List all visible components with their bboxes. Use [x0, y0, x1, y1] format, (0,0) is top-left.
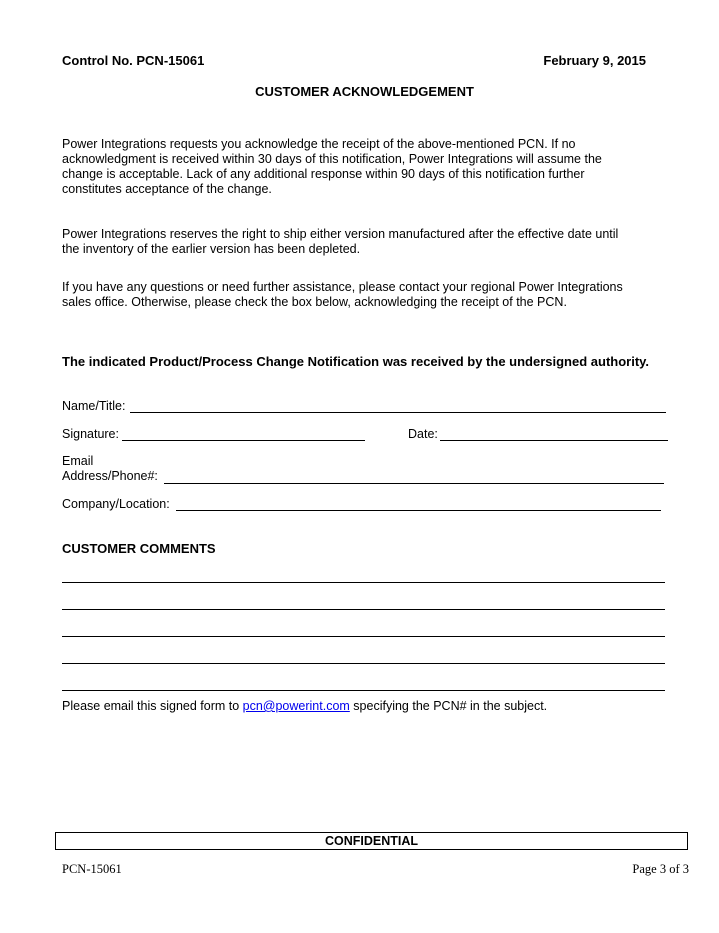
paragraph-line: Power Integrations reserves the right to ship either version manufactured after the effective date until	[62, 227, 619, 241]
email-label	[62, 454, 158, 484]
signature-label: Signature:	[62, 427, 119, 441]
paragraph-line: sales office. Otherwise, please check the box below, acknowledging the receipt of the PCN.	[62, 295, 567, 309]
confidential-banner: CONFIDENTIAL	[55, 832, 688, 850]
control-number: Control No. PCN-15061	[62, 53, 205, 68]
comment-line[interactable]	[62, 636, 665, 637]
date-label: Date:	[408, 427, 438, 441]
paragraph-line: acknowledgment is received within 30 days of this notification, Power Integrations will assume the	[62, 152, 602, 166]
date-field[interactable]	[440, 427, 668, 441]
paragraph-acknowledge	[62, 137, 662, 197]
pcn-email-link[interactable]: pcn@powerint.com	[242, 699, 350, 713]
email-label-line: Email	[62, 454, 94, 468]
comment-line[interactable]	[62, 609, 665, 610]
page-title: CUSTOMER ACKNOWLEDGEMENT	[255, 84, 474, 99]
email-phone-field[interactable]	[164, 470, 664, 484]
paragraph-reserves	[62, 227, 662, 257]
paragraph-line: the inventory of the earlier version has been depleted.	[62, 242, 361, 256]
email-instruction-after: specifying the PCN# in the subject.	[349, 699, 548, 713]
company-location-label: Company/Location:	[62, 497, 170, 511]
customer-comments-heading: CUSTOMER COMMENTS	[62, 541, 216, 556]
paragraph-line: constitutes acceptance of the change.	[62, 182, 272, 196]
footer-doc-id: PCN-15061	[62, 862, 122, 876]
company-location-field[interactable]	[176, 497, 661, 511]
comment-line[interactable]	[62, 690, 665, 691]
paragraph-line: change is acceptable. Lack of any additional response within 90 days of this notification further	[62, 167, 585, 181]
document-date: February 9, 2015	[543, 53, 646, 68]
acknowledgement-statement: The indicated Product/Process Change Notification was received by the undersigned authority.	[62, 354, 650, 369]
name-title-field[interactable]	[130, 399, 666, 413]
comment-line[interactable]	[62, 582, 665, 583]
footer-page-number: Page 3 of 3	[632, 862, 689, 876]
signature-field[interactable]	[122, 427, 365, 441]
email-instruction	[62, 699, 547, 714]
paragraph-line: If you have any questions or need further assistance, please contact your regional Power Integrations	[62, 280, 623, 294]
email-label-line: Address/Phone#:	[62, 469, 158, 483]
paragraph-line: Power Integrations requests you acknowledge the receipt of the above-mentioned PCN. If no	[62, 137, 576, 151]
name-title-label: Name/Title:	[62, 399, 126, 413]
comment-line[interactable]	[62, 663, 665, 664]
paragraph-questions	[62, 280, 662, 310]
email-instruction-before: Please email this signed form to	[62, 699, 243, 713]
